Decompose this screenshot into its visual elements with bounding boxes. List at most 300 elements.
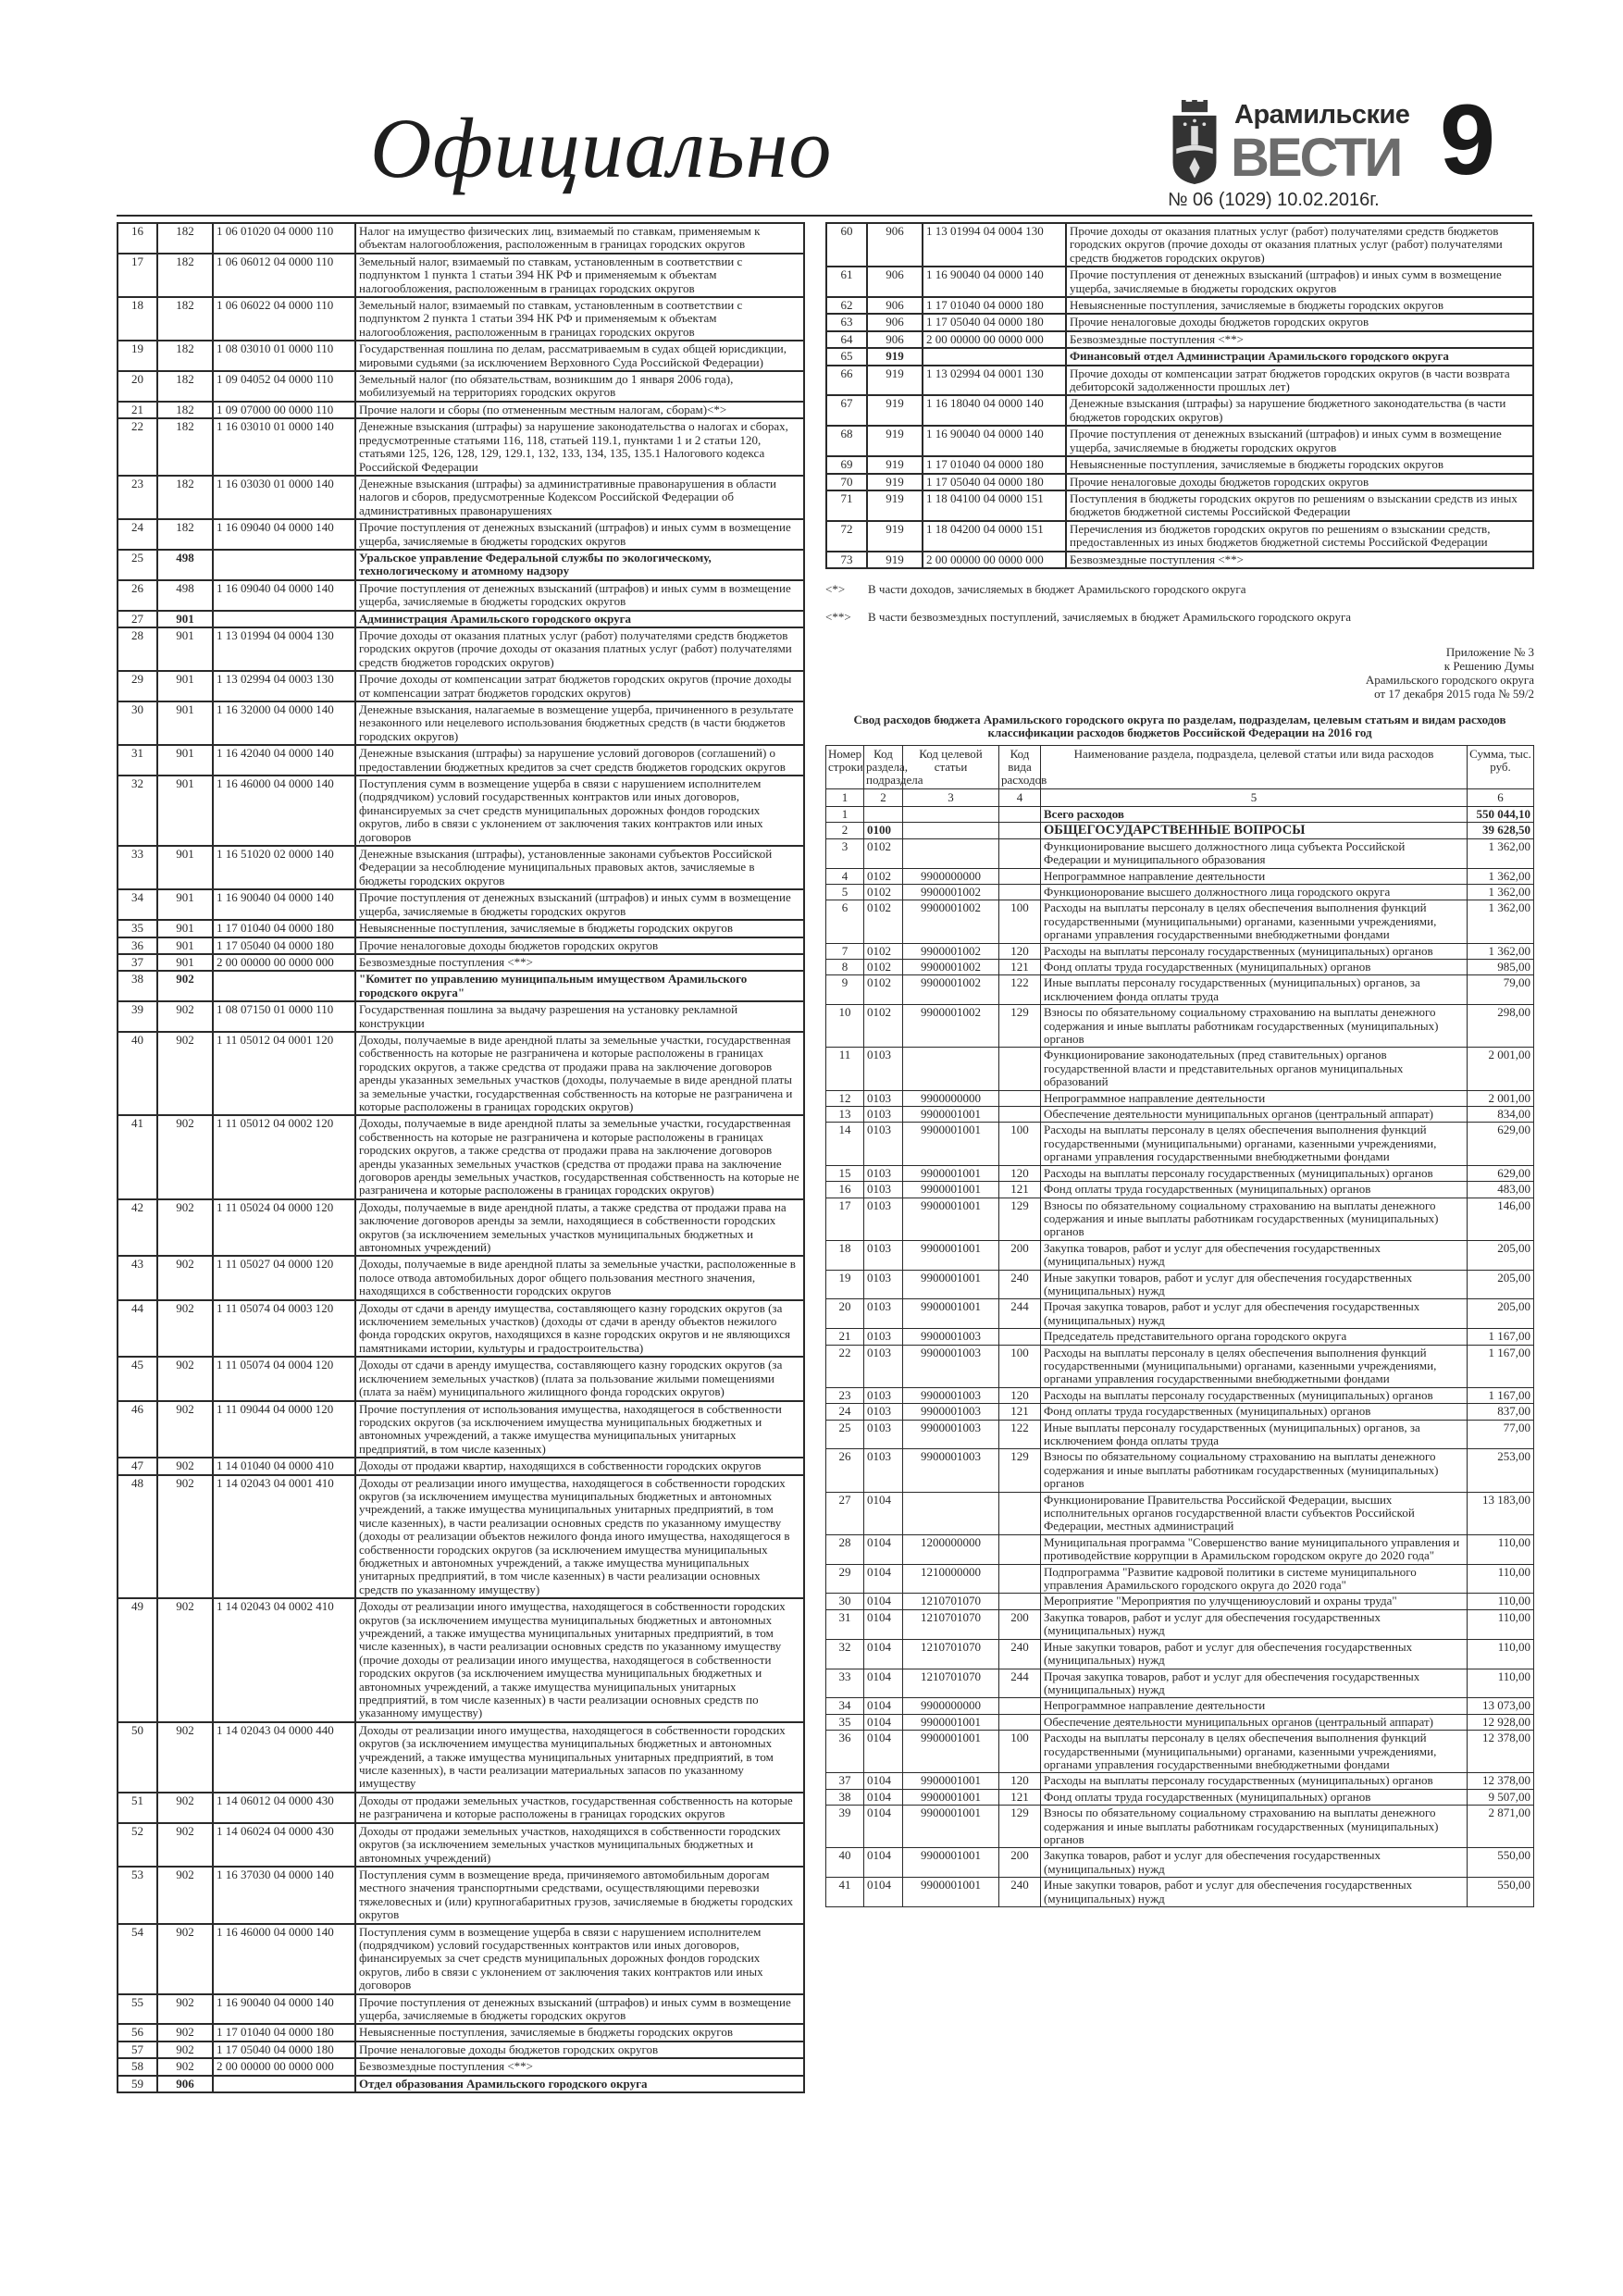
expense-name: Расходы на выплаты персоналу государственных (муниципальных) органов bbox=[1041, 1773, 1468, 1789]
expense-name: Расходы на выплаты персоналу в целях обеспечения выполнения функций государственными (муниципальными) органами, казенными учреждениями, органами управления государственными внебюджетными фондами bbox=[1041, 1731, 1468, 1773]
table-row bbox=[118, 2024, 804, 2041]
expense-type-code: 120 bbox=[999, 943, 1041, 959]
target-article-code: 9900001002 bbox=[903, 884, 999, 900]
amount: 2 001,00 bbox=[1468, 1048, 1534, 1090]
administrator-code: 902 bbox=[157, 2058, 213, 2075]
header-divider bbox=[117, 215, 1532, 217]
row-number: 16 bbox=[118, 223, 157, 254]
row-number: 64 bbox=[826, 331, 867, 348]
table-row-administrator bbox=[118, 611, 804, 627]
administrator-code: 901 bbox=[157, 611, 213, 627]
expense-name: Расходы на выплаты персоналу в целях обеспечения выполнения функций государственными (муниципальными) органами, казенными учреждениями, органами управления государственными внебюджетными фондами bbox=[1041, 900, 1468, 943]
appendix-line: от 17 декабря 2015 года № 59/2 bbox=[1374, 686, 1534, 701]
administrator-code: 902 bbox=[157, 1401, 213, 1458]
administrator-code: 902 bbox=[157, 1199, 213, 1257]
row-number: 13 bbox=[826, 1107, 864, 1123]
amount: 110,00 bbox=[1468, 1594, 1534, 1609]
column-number: 1 bbox=[826, 788, 864, 806]
row-number: 18 bbox=[826, 1240, 864, 1270]
section-code: 0104 bbox=[864, 1534, 903, 1564]
expense-type-code bbox=[999, 1564, 1041, 1594]
section-code: 0102 bbox=[864, 838, 903, 868]
amount: 1 362,00 bbox=[1468, 868, 1534, 884]
row-number: 43 bbox=[118, 1256, 157, 1299]
expense-type-code: 129 bbox=[999, 1806, 1041, 1848]
table-row bbox=[118, 1458, 804, 1474]
table-row bbox=[118, 627, 804, 671]
table-row bbox=[118, 1475, 804, 1599]
expense-type-code bbox=[999, 1329, 1041, 1345]
expense-type-code: 100 bbox=[999, 1345, 1041, 1387]
income-name: Безвозмездные поступления <**> bbox=[1066, 331, 1533, 348]
amount: 629,00 bbox=[1468, 1165, 1534, 1181]
column-number: 5 bbox=[1041, 788, 1468, 806]
row-number: 6 bbox=[826, 900, 864, 943]
expense-name: Расходы на выплаты персоналу в целях обеспечения выполнения функций государственными (муниципальными) органами, казенными учреждениями, органами управления государственными внебюджетными фондами bbox=[1041, 1123, 1468, 1165]
income-name: Прочие налоги и сборы (по отмененным местным налогам, сборам)<*> bbox=[355, 402, 804, 418]
administrator-code: 902 bbox=[157, 1722, 213, 1793]
amount: 2 001,00 bbox=[1468, 1090, 1534, 1106]
footnote-mark: <*> bbox=[825, 581, 846, 596]
column-number: 2 bbox=[864, 788, 903, 806]
table-row bbox=[826, 456, 1533, 473]
income-name: Доходы от продажи квартир, находящихся в собственности городских округов bbox=[355, 1458, 804, 1474]
target-article-code: 9900001002 bbox=[903, 1005, 999, 1048]
income-name: Доходы от продажи земельных участков, государственная собственность на которые не разграничена и которые расположены в границах городских округов bbox=[355, 1793, 804, 1823]
row-number: 23 bbox=[826, 1387, 864, 1403]
expense-type-code: 122 bbox=[999, 1420, 1041, 1449]
income-code: 1 16 42040 04 0000 140 bbox=[213, 745, 355, 776]
income-name: Прочие поступления от использования имущества, находящегося в собственности городских округов (за исключением имущества муниципальных бюджетных и автономных учреждений, а также имущества муниципальных унитарных предприятий, в том числе казенных) bbox=[355, 1401, 804, 1458]
administrator-code: 182 bbox=[157, 371, 213, 402]
target-article-code: 9900001003 bbox=[903, 1449, 999, 1492]
table-row bbox=[118, 1300, 804, 1358]
amount: 13 073,00 bbox=[1468, 1698, 1534, 1714]
row-number: 34 bbox=[826, 1698, 864, 1714]
appendix-line: к Решению Думы bbox=[1443, 658, 1534, 673]
section-code: 0104 bbox=[864, 1669, 903, 1698]
row-number: 39 bbox=[118, 1001, 157, 1032]
table-row bbox=[826, 1564, 1534, 1594]
administrator-code: 919 bbox=[867, 490, 923, 521]
income-code: 1 17 01040 04 0000 180 bbox=[923, 456, 1066, 473]
table-row bbox=[118, 223, 804, 254]
table-row bbox=[826, 1107, 1534, 1123]
section-code: 0104 bbox=[864, 1564, 903, 1594]
target-article-code: 9900001002 bbox=[903, 900, 999, 943]
table-row bbox=[826, 1123, 1534, 1165]
section-code: 0102 bbox=[864, 975, 903, 1005]
income-name: Доходы от сдачи в аренду имущества, составляющего казну городских округов (за исключением земельных участков) (плата за пользование жилыми помещениями (плата за наём) муниципального жилищного фонда городских округов) bbox=[355, 1357, 804, 1400]
row-number: 46 bbox=[118, 1401, 157, 1458]
expense-name: Закупка товаров, работ и услуг для обеспечения государственных (муниципальных) нужд bbox=[1041, 1848, 1468, 1878]
row-number: 11 bbox=[826, 1048, 864, 1090]
row-number: 49 bbox=[118, 1598, 157, 1722]
income-name: Денежные взыскания, налагаемые в возмещение ущерба, причиненного в результате незаконного или нецелевого использования бюджетных средств (в части бюджетов городских округов) bbox=[355, 701, 804, 745]
income-code: 1 17 01040 04 0000 180 bbox=[213, 920, 355, 937]
table-row-administrator bbox=[118, 2076, 804, 2092]
expense-name: Фонд оплаты труда государственных (муниципальных) органов bbox=[1041, 1404, 1468, 1420]
income-code: 1 13 02994 04 0003 130 bbox=[213, 671, 355, 701]
section-code: 0104 bbox=[864, 1878, 903, 1907]
administrator-code: 901 bbox=[157, 671, 213, 701]
administrator-code: 182 bbox=[157, 476, 213, 519]
row-number: 36 bbox=[826, 1731, 864, 1773]
amount: 77,00 bbox=[1468, 1420, 1534, 1449]
table-row bbox=[826, 1240, 1534, 1270]
row-number: 70 bbox=[826, 474, 867, 490]
expense-name: Председатель представительного органа городского округа bbox=[1041, 1329, 1468, 1345]
income-code bbox=[213, 611, 355, 627]
income-code: 1 14 02043 04 0002 410 bbox=[213, 1598, 355, 1722]
expense-name: Всего расходов bbox=[1041, 806, 1468, 822]
row-number: 8 bbox=[826, 960, 864, 975]
income-name: Перечисления из бюджетов городских округов по решениям о взыскании средств, предоставленных из иных бюджетов бюджетной системы Российской Федерации bbox=[1066, 521, 1533, 552]
col-header-name: Наименование раздела, подраздела, целевой статьи или вида расходов bbox=[1041, 745, 1468, 788]
income-code: 1 11 05074 04 0003 120 bbox=[213, 1300, 355, 1358]
administrator-code: 902 bbox=[157, 1032, 213, 1115]
administrator-code: 906 bbox=[867, 331, 923, 348]
income-code: 1 14 06024 04 0000 430 bbox=[213, 1823, 355, 1867]
table-row bbox=[118, 341, 804, 371]
table-row bbox=[826, 1492, 1534, 1534]
expense-type-code: 100 bbox=[999, 1123, 1041, 1165]
expense-type-code bbox=[999, 1594, 1041, 1609]
row-number: 61 bbox=[826, 267, 867, 297]
administrator-code: 182 bbox=[157, 297, 213, 341]
table-row bbox=[826, 975, 1534, 1005]
target-article-code: 9900001001 bbox=[903, 1165, 999, 1181]
section-code: 0104 bbox=[864, 1492, 903, 1534]
page-number: 9 bbox=[1440, 83, 1496, 195]
section-code: 0104 bbox=[864, 1594, 903, 1609]
administrator-code: 901 bbox=[157, 776, 213, 846]
amount: 1 362,00 bbox=[1468, 838, 1534, 868]
table-row bbox=[826, 1165, 1534, 1181]
expense-type-code bbox=[999, 1534, 1041, 1564]
table-row bbox=[826, 1609, 1534, 1639]
amount: 12 378,00 bbox=[1468, 1731, 1534, 1773]
administrator-code: 906 bbox=[867, 314, 923, 330]
target-article-code: 9900001001 bbox=[903, 1270, 999, 1299]
administrator-code: 182 bbox=[157, 254, 213, 297]
income-code: 1 17 05040 04 0000 180 bbox=[213, 2042, 355, 2058]
expense-type-code: 120 bbox=[999, 1773, 1041, 1789]
table-row bbox=[118, 371, 804, 402]
section-code: 0102 bbox=[864, 900, 903, 943]
income-name: Доходы от сдачи в аренду имущества, составляющего казну городских округов (за исключением земельных участков) (доходы от сдачи в аренду объектов нежилого фонда городских округов, находящихся в казне городских округов и не являющихся памятниками истории, культуры и градостроительства) bbox=[355, 1300, 804, 1358]
target-article-code: 9900001001 bbox=[903, 1806, 999, 1848]
section-code: 0103 bbox=[864, 1240, 903, 1270]
table-row bbox=[826, 331, 1533, 348]
amount: 834,00 bbox=[1468, 1107, 1534, 1123]
col-header-target-code: Код целевой статьи bbox=[903, 745, 999, 788]
amount: 79,00 bbox=[1468, 975, 1534, 1005]
amount: 12 378,00 bbox=[1468, 1773, 1534, 1789]
administrator-code: 919 bbox=[867, 395, 923, 426]
expense-name: Подпрограмма "Развитие кадровой политики в системе муниципального управления Арамильского городского округа до 2020 года" bbox=[1041, 1564, 1468, 1594]
table-row bbox=[826, 521, 1533, 552]
table-row bbox=[118, 418, 804, 476]
target-article-code: 9900001001 bbox=[903, 1773, 999, 1789]
income-code: 1 17 01040 04 0000 180 bbox=[923, 297, 1066, 314]
section-code: 0103 bbox=[864, 1090, 903, 1106]
income-code: 1 14 06012 04 0000 430 bbox=[213, 1793, 355, 1823]
table-row bbox=[118, 937, 804, 954]
row-number: 33 bbox=[118, 846, 157, 889]
table-row bbox=[826, 823, 1534, 838]
appendix-note bbox=[825, 645, 1534, 701]
expense-type-code: 121 bbox=[999, 1789, 1041, 1805]
administrator-code: 919 bbox=[867, 521, 923, 552]
row-number: 15 bbox=[826, 1165, 864, 1181]
table-row bbox=[118, 1199, 804, 1257]
table-row bbox=[118, 701, 804, 745]
section-code: 0103 bbox=[864, 1198, 903, 1240]
income-name: Денежные взыскания (штрафы) за нарушение условий договоров (соглашений) о предоставлении бюджетных кредитов за счет средств бюджетов городских округов bbox=[355, 745, 804, 776]
income-code bbox=[213, 971, 355, 1001]
row-number: 39 bbox=[826, 1806, 864, 1848]
issue-number-date: № 06 (1029) 10.02.2016г. bbox=[1168, 190, 1380, 210]
section-code: 0102 bbox=[864, 884, 903, 900]
amount: 205,00 bbox=[1468, 1270, 1534, 1299]
expense-name: Расходы на выплаты персоналу государственных (муниципальных) органов bbox=[1041, 1387, 1468, 1403]
income-name: Денежные взыскания (штрафы) за нарушение бюджетного законодательства (в части бюджетов городских округов) bbox=[1066, 395, 1533, 426]
row-number: 20 bbox=[118, 371, 157, 402]
appendix-line: Арамильского городского округа bbox=[1365, 672, 1534, 687]
section-code: 0104 bbox=[864, 1698, 903, 1714]
table-row bbox=[826, 1698, 1534, 1714]
income-name: Невыясненные поступления, зачисляемые в бюджеты городских округов bbox=[1066, 456, 1533, 473]
expense-name: Взносы по обязательному социальному страхованию на выплаты денежного содержания и иные выплаты работникам государственных (муниципальных) органов bbox=[1041, 1198, 1468, 1240]
income-code: 1 16 03010 01 0000 140 bbox=[213, 418, 355, 476]
table-row bbox=[118, 1115, 804, 1198]
table-row bbox=[826, 838, 1534, 868]
section-code: 0103 bbox=[864, 1123, 903, 1165]
table-row bbox=[826, 426, 1533, 456]
expense-type-code: 244 bbox=[999, 1669, 1041, 1698]
expense-name: Прочая закупка товаров, работ и услуг для обеспечения государственных (муниципальных) нужд bbox=[1041, 1299, 1468, 1329]
section-code: 0103 bbox=[864, 1329, 903, 1345]
expense-type-code: 100 bbox=[999, 1731, 1041, 1773]
row-number: 19 bbox=[826, 1270, 864, 1299]
section-code: 0104 bbox=[864, 1773, 903, 1789]
target-article-code: 1210701070 bbox=[903, 1594, 999, 1609]
row-number: 29 bbox=[826, 1564, 864, 1594]
target-article-code: 1210701070 bbox=[903, 1639, 999, 1669]
row-number: 50 bbox=[118, 1722, 157, 1793]
target-article-code: 9900001003 bbox=[903, 1404, 999, 1420]
target-article-code: 9900001002 bbox=[903, 960, 999, 975]
target-article-code: 9900001001 bbox=[903, 1107, 999, 1123]
row-number: 35 bbox=[118, 920, 157, 937]
row-number: 18 bbox=[118, 297, 157, 341]
row-number: 60 bbox=[826, 223, 867, 267]
administrator-code: 498 bbox=[157, 580, 213, 611]
target-article-code: 9900001001 bbox=[903, 1240, 999, 1270]
row-number: 57 bbox=[118, 2042, 157, 2058]
table-row bbox=[826, 1714, 1534, 1730]
expense-type-code: 240 bbox=[999, 1639, 1041, 1669]
section-code: 0104 bbox=[864, 1789, 903, 1805]
administrator-code: 902 bbox=[157, 1115, 213, 1198]
administrator-code: 902 bbox=[157, 1924, 213, 1994]
amount: 1 362,00 bbox=[1468, 884, 1534, 900]
target-article-code: 9900001001 bbox=[903, 1789, 999, 1805]
row-number: 37 bbox=[118, 954, 157, 971]
administrator-code: 182 bbox=[157, 418, 213, 476]
target-article-code: 9900001001 bbox=[903, 1848, 999, 1878]
income-name: Доходы, получаемые в виде арендной платы за земельные участки, государственная собственность на которые не разграничена и которые расположены в границах городских округов, а также средства от продажи права на заключение договоров аренды указанных земельных участков (доходы, получаемые в виде арендной платы за земельные участки, государственная собственность на которые не разграничена и которые расположены в границах городских округов) bbox=[355, 1032, 804, 1115]
table-row bbox=[826, 1345, 1534, 1387]
expense-type-code bbox=[999, 1714, 1041, 1730]
income-name: Прочие доходы от оказания платных услуг (работ) получателями средств бюджетов городских округов (прочие доходы от оказания платных услуг (работ) получателями средств бюджетов городских округов) bbox=[355, 627, 804, 671]
income-name: Прочие неналоговые доходы бюджетов городских округов bbox=[1066, 314, 1533, 330]
table-row bbox=[826, 474, 1533, 490]
row-number: 34 bbox=[118, 889, 157, 920]
income-name: Доходы, получаемые в виде арендной платы за земельные участки, государственная собственность на которые не разграничена и которые расположены в границах городских округов, а также средства от продажи права на заключение договоров аренды указанных земельных участков (средства от продажи права на заключение договоров аренды земельных участков, государственная собственность на которые не разграничена и которые расположены в границах городских округов) bbox=[355, 1115, 804, 1198]
administrator-code: 902 bbox=[157, 1867, 213, 1924]
amount: 550 044,10 bbox=[1468, 806, 1534, 822]
row-number: 23 bbox=[118, 476, 157, 519]
table-row bbox=[118, 671, 804, 701]
section-code: 0104 bbox=[864, 1848, 903, 1878]
amount: 253,00 bbox=[1468, 1449, 1534, 1492]
col-header-row-number: Номер строки bbox=[826, 745, 864, 788]
row-number: 5 bbox=[826, 884, 864, 900]
table-row bbox=[826, 1182, 1534, 1198]
expense-type-code bbox=[999, 838, 1041, 868]
section-code: 0103 bbox=[864, 1449, 903, 1492]
section-code: 0103 bbox=[864, 1165, 903, 1181]
expense-type-code: 121 bbox=[999, 1404, 1041, 1420]
target-article-code: 9900001003 bbox=[903, 1420, 999, 1449]
income-code: 1 14 01040 04 0000 410 bbox=[213, 1458, 355, 1474]
income-name: Прочие доходы от оказания платных услуг (работ) получателями средств бюджетов городских округов (прочие доходы от оказания платных услуг (работ) получателями средств бюджетов городских округов) bbox=[1066, 223, 1533, 267]
administrator-code: 902 bbox=[157, 1823, 213, 1867]
administrator-code: 901 bbox=[157, 701, 213, 745]
row-number: 33 bbox=[826, 1669, 864, 1698]
income-name: Уральское управление Федеральной службы по экологическому, технологическому и атомному надзору bbox=[355, 550, 804, 580]
newspaper-logo bbox=[1168, 100, 1418, 188]
table-row bbox=[826, 1005, 1534, 1048]
expense-name: Функционирование Правительства Российской Федерации, высших исполнительных органов государственной власти субъектов Российской Федерации, местных администраций bbox=[1041, 1492, 1468, 1534]
row-number: 62 bbox=[826, 297, 867, 314]
administrator-code: 901 bbox=[157, 954, 213, 971]
expense-name: Расходы на выплаты персоналу в целях обеспечения выполнения функций государственными (муниципальными) органами, казенными учреждениями, органами управления государственными внебюджетными фондами bbox=[1041, 1345, 1468, 1387]
row-number: 16 bbox=[826, 1182, 864, 1198]
row-number: 28 bbox=[118, 627, 157, 671]
target-article-code: 1210701070 bbox=[903, 1669, 999, 1698]
income-code: 2 00 00000 00 0000 000 bbox=[923, 331, 1066, 348]
table-row bbox=[118, 519, 804, 550]
income-name: Безвозмездные поступления <**> bbox=[355, 954, 804, 971]
expense-table-title: Свод расходов бюджета Арамильского городского округа по разделам, подразделам, целевым статьям и видам расходов классификации расходов бюджетов Российской Федерации на 2016 год bbox=[853, 712, 1506, 739]
section-code: 0103 bbox=[864, 1387, 903, 1403]
target-article-code: 9900001001 bbox=[903, 1714, 999, 1730]
target-article-code: 1200000000 bbox=[903, 1534, 999, 1564]
administrator-code: 901 bbox=[157, 627, 213, 671]
administrator-code: 902 bbox=[157, 2042, 213, 2058]
income-code: 1 16 09040 04 0000 140 bbox=[213, 580, 355, 611]
table-row bbox=[118, 2042, 804, 2058]
section-code: 0103 bbox=[864, 1182, 903, 1198]
row-number: 59 bbox=[118, 2076, 157, 2092]
income-name: Денежные взыскания (штрафы), установленные законами субъектов Российской Федерации за несоблюдение муниципальных правовых актов, зачисляемые в бюджеты городских округов bbox=[355, 846, 804, 889]
section-code: 0102 bbox=[864, 868, 903, 884]
income-code: 1 16 09040 04 0000 140 bbox=[213, 519, 355, 550]
table-row bbox=[826, 1387, 1534, 1403]
expense-type-code: 240 bbox=[999, 1878, 1041, 1907]
row-number: 9 bbox=[826, 975, 864, 1005]
administrator-code: 906 bbox=[157, 2076, 213, 2092]
income-code: 2 00 00000 00 0000 000 bbox=[923, 552, 1066, 568]
income-code: 1 16 90040 04 0000 140 bbox=[213, 889, 355, 920]
income-code: 1 17 05040 04 0000 180 bbox=[923, 474, 1066, 490]
table-row bbox=[118, 846, 804, 889]
row-number: 42 bbox=[118, 1199, 157, 1257]
income-name: Финансовый отдел Администрации Арамильского городского округа bbox=[1066, 348, 1533, 365]
income-code bbox=[213, 550, 355, 580]
row-number: 31 bbox=[118, 745, 157, 776]
row-number: 25 bbox=[826, 1420, 864, 1449]
administrator-code: 901 bbox=[157, 920, 213, 937]
amount: 2 871,00 bbox=[1468, 1806, 1534, 1848]
table-row bbox=[118, 1994, 804, 2025]
administrator-code: 919 bbox=[867, 552, 923, 568]
row-number: 3 bbox=[826, 838, 864, 868]
expense-name: Иные закупки товаров, работ и услуг для обеспечения государственных (муниципальных) нужд bbox=[1041, 1270, 1468, 1299]
expense-type-code: 121 bbox=[999, 960, 1041, 975]
income-code: 1 11 05074 04 0004 120 bbox=[213, 1357, 355, 1400]
target-article-code: 9900000000 bbox=[903, 868, 999, 884]
table-row bbox=[118, 476, 804, 519]
income-code: 1 16 90040 04 0000 140 bbox=[213, 1994, 355, 2025]
table-row bbox=[118, 2058, 804, 2075]
expense-name: Иные выплаты персоналу государственных (муниципальных) органов, за исключением фонда оплаты труда bbox=[1041, 975, 1468, 1005]
income-code: 2 00 00000 00 0000 000 bbox=[213, 954, 355, 971]
table-row bbox=[826, 552, 1533, 568]
administrator-code: 906 bbox=[867, 267, 923, 297]
administrator-code: 902 bbox=[157, 1256, 213, 1299]
target-article-code bbox=[903, 838, 999, 868]
row-number: 29 bbox=[118, 671, 157, 701]
administrator-code: 919 bbox=[867, 456, 923, 473]
table-row bbox=[118, 1867, 804, 1924]
footnote-text: В части безвозмездных поступлений, зачисляемых в бюджет Арамильского городского округа bbox=[868, 609, 1352, 624]
expense-type-code: 129 bbox=[999, 1449, 1041, 1492]
income-code: 1 16 37030 04 0000 140 bbox=[213, 1867, 355, 1924]
income-name: Прочие поступления от денежных взысканий (штрафов) и иных сумм в возмещение ущерба, зачисляемые в бюджеты городских округов bbox=[1066, 426, 1533, 456]
administrator-code: 919 bbox=[867, 474, 923, 490]
income-code: 1 14 02043 04 0000 440 bbox=[213, 1722, 355, 1793]
target-article-code: 9900001001 bbox=[903, 1731, 999, 1773]
row-number: 72 bbox=[826, 521, 867, 552]
income-name: Прочие поступления от денежных взысканий (штрафов) и иных сумм в возмещение ущерба, зачисляемые в бюджеты городских округов bbox=[355, 580, 804, 611]
income-code: 1 11 05012 04 0001 120 bbox=[213, 1032, 355, 1115]
expense-header-row bbox=[826, 745, 1534, 788]
expense-name: Обеспечение деятельности муниципальных органов (центральный аппарат) bbox=[1041, 1107, 1468, 1123]
amount: 550,00 bbox=[1468, 1848, 1534, 1878]
row-number: 32 bbox=[118, 776, 157, 846]
expense-name: Закупка товаров, работ и услуг для обеспечения государственных (муниципальных) нужд bbox=[1041, 1240, 1468, 1270]
row-number: 28 bbox=[826, 1534, 864, 1564]
row-number: 37 bbox=[826, 1773, 864, 1789]
income-code: 1 08 03010 01 0000 110 bbox=[213, 341, 355, 371]
table-row bbox=[826, 868, 1534, 884]
expense-type-code: 120 bbox=[999, 1165, 1041, 1181]
expense-type-code bbox=[999, 884, 1041, 900]
